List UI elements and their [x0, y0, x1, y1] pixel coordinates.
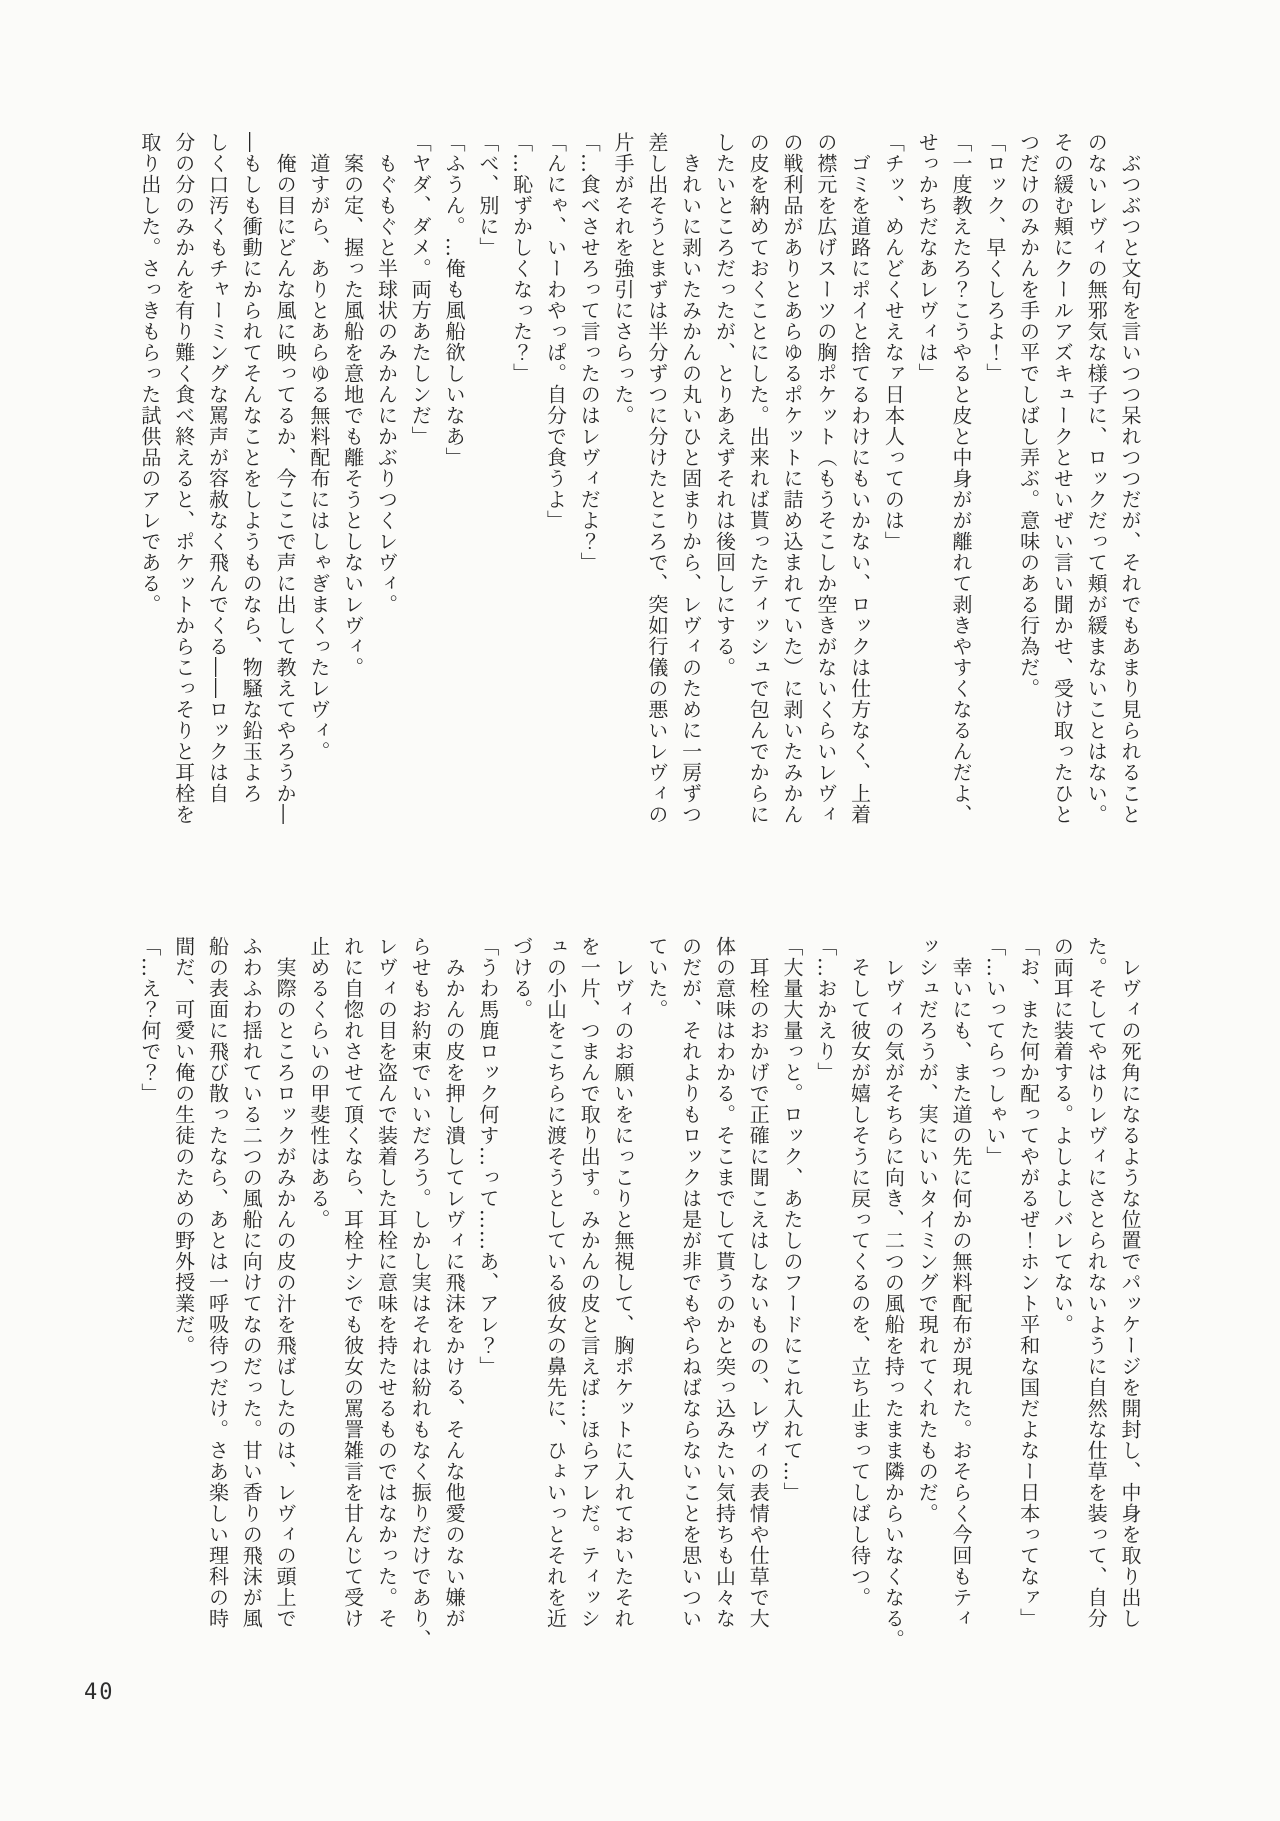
- text-line: 実際のところロックがみかんの皮の汁を飛ばしたのは、レヴィの頭上で: [273, 936, 298, 1629]
- text-line: の襟元を広げスーツの胸ポケット（もうそこしか空きがないくらいレヴィ: [813, 132, 838, 825]
- text-line: 「うわ馬鹿ロック何す…って……あ、アレ？」: [475, 936, 500, 1377]
- text-block-bottom: [132, 936, 1146, 1684]
- text-line: ュの小山をこちらに渡そうとしている彼女の鼻先に、ひょいっとそれを近: [543, 936, 568, 1629]
- text-line: 船の表面に飛び散ったなら、あとは一呼吸待つだけ。さあ楽しい理科の時: [205, 936, 230, 1629]
- text-line: 「一度教えたろ？こうやると皮と中身がが離れて剥きやすくなるんだよ、: [949, 132, 974, 825]
- text-line: 片手がそれを強引にさらった。: [611, 132, 636, 426]
- text-line: 「ロック、早くしろよ！」: [982, 132, 1007, 384]
- text-line: 止めるくらいの甲斐性はある。: [306, 936, 331, 1230]
- text-line: 俺の目にどんな風に映ってるか、今ここで声に出して教えてやろうか―: [273, 132, 298, 825]
- text-line: みかんの皮を押し潰してレヴィに飛沫をかける、そんな他愛のない嫌が: [442, 936, 467, 1629]
- text-line: 「…え？何で？」: [137, 936, 162, 1104]
- text-line: 耳栓のおかげで正確に聞こえはしないものの、レヴィの表情や仕草で大: [746, 936, 771, 1629]
- text-line: 体の意味はわかる。そこまでして貰うのかと突っ込みたい気持ちも山々な: [712, 936, 737, 1629]
- text-line: を一片、つまんで取り出す。みかんの皮と言えば…ほらアレだ。ティッシ: [577, 936, 602, 1629]
- text-line: 幸いにも、また道の先に何かの無料配布が現れた。おそらく今回もティ: [949, 936, 974, 1629]
- text-line: の皮を納めておくことにした。出来れば貰ったティッシュで包んでからに: [746, 132, 771, 825]
- text-line: しく口汚くもチャーミングな罵声が容赦なく飛んでくる――ロックは自: [205, 132, 230, 804]
- text-line: の戦利品がありとあらゆるポケットに詰め込まれていた）に剥いたみかん: [780, 132, 805, 825]
- text-line: 分の分のみかんを有り難く食べ終えると、ポケットからこっそりと耳栓を: [171, 132, 196, 825]
- text-line: 「…食べさせろって言ったのはレヴィだよ？」: [577, 132, 602, 573]
- text-line: た。そしてやはりレヴィにさとられないように自然な仕草を装って、自分: [1084, 936, 1109, 1629]
- text-line: 「ヤダ、ダメ。両方あたしンだ」: [408, 132, 433, 447]
- text-line: レヴィの死角になるような位置でパッケージを開封し、中身を取り出し: [1118, 936, 1142, 1629]
- text-line: ふわふわ揺れている二つの風船に向けてなのだった。甘い香りの飛沫が風: [239, 936, 264, 1629]
- text-line: ゴミを道路にポイと捨てるわけにもいかない、ロックは仕方なく、上着: [847, 132, 872, 825]
- text-line: その緩む頬にクールアズキュークとせいぜい言い聞かせ、受け取ったひと: [1050, 132, 1075, 825]
- text-line: のないレヴィの無邪気な様子に、ロックだって頬が緩まないことはない。: [1084, 132, 1109, 825]
- text-line: ッシュだろうが、実にいいタイミングで現れてくれたものだ。: [915, 936, 940, 1524]
- text-line: レヴィの目を盗んで装着した耳栓に意味を持たせるものではなかった。そ: [374, 936, 399, 1629]
- text-line: らせもお約束でいいだろう。しかし実はそれは紛れもなく振りだけであり、: [408, 936, 433, 1650]
- text-line: ていた。: [644, 936, 669, 1020]
- text-line: したいところだったが、とりあえずそれは後回しにする。: [712, 132, 737, 678]
- text-line: の両耳に装着する。よしよしバレてない。: [1050, 936, 1075, 1335]
- text-line: せっかちだなあレヴィは」: [915, 132, 940, 384]
- text-line: 「べ、別に」: [475, 132, 500, 258]
- text-line: 案の定、握った風船を意地でも離そうとしないレヴィ。: [340, 132, 365, 678]
- text-line: れに自惚れさせて頂くなら、耳栓ナシでも彼女の罵詈雑言を甘んじて受け: [340, 936, 365, 1629]
- text-line: もぐもぐと半球状のみかんにかぶりつくレヴィ。: [374, 132, 399, 615]
- text-line: 「…おかえり」: [813, 936, 838, 1083]
- text-line: 間だ、可愛い俺の生徒のための野外授業だ。: [171, 936, 196, 1356]
- text-line: のだが、それよりもロックは是が非でもやらねばならないことを思いつい: [678, 936, 703, 1629]
- text-line: 「お、また何か配ってやがるぜ！ホント平和な国だよなー日本ってなァ」: [1016, 936, 1041, 1629]
- page-number: 40: [84, 1680, 115, 1705]
- text-line: 「ふうん。…俺も風船欲しいなあ」: [442, 132, 467, 468]
- text-line: 道すがら、ありとあらゆる無料配布にはしゃぎまくったレヴィ。: [306, 132, 331, 762]
- text-line: 取り出した。さっきもらった試供品のアレである。: [137, 132, 162, 615]
- text-line: 差し出そうとまずは半分ずつに分けたところで、突如行儀の悪いレヴィの: [644, 132, 669, 825]
- text-line: 「大量大量っと。ロック、あたしのフードにこれ入れて…」: [780, 936, 805, 1503]
- text-line: 「んにゃ、いーわやっぱ。自分で食うよ」: [543, 132, 568, 531]
- text-block-top: [132, 132, 1146, 880]
- text-line: レヴィの気がそちらに向き、二つの風船を持ったまま隣からいなくなる。: [881, 936, 906, 1650]
- text-line: レヴィのお願いをにっこりと無視して、胸ポケットに入れておいたそれ: [611, 936, 636, 1629]
- text-line: そして彼女が嬉しそうに戻ってくるのを、立ち止まってしばし待つ。: [847, 936, 872, 1608]
- text-line: 「…いってらっしゃい」: [982, 936, 1007, 1167]
- text-line: ぶつぶつと文句を言いつつ呆れつつだが、それでもあまり見られること: [1118, 132, 1142, 825]
- text-line: つだけのみかんを手の平でしばし弄ぶ。意味のある行為だ。: [1016, 132, 1041, 699]
- text-line: づける。: [509, 936, 534, 1020]
- text-line: ―もしも衝動にかられてそんなことをしようものなら、物騒な鉛玉よろ: [239, 132, 264, 804]
- text-line: 「チッ、めんどくせえなァ日本人ってのは」: [881, 132, 906, 552]
- text-line: きれいに剥いたみかんの丸いひと固まりから、レヴィのために一房ずつ: [678, 132, 703, 825]
- text-line: 「…恥ずかしくなった？」: [509, 132, 534, 384]
